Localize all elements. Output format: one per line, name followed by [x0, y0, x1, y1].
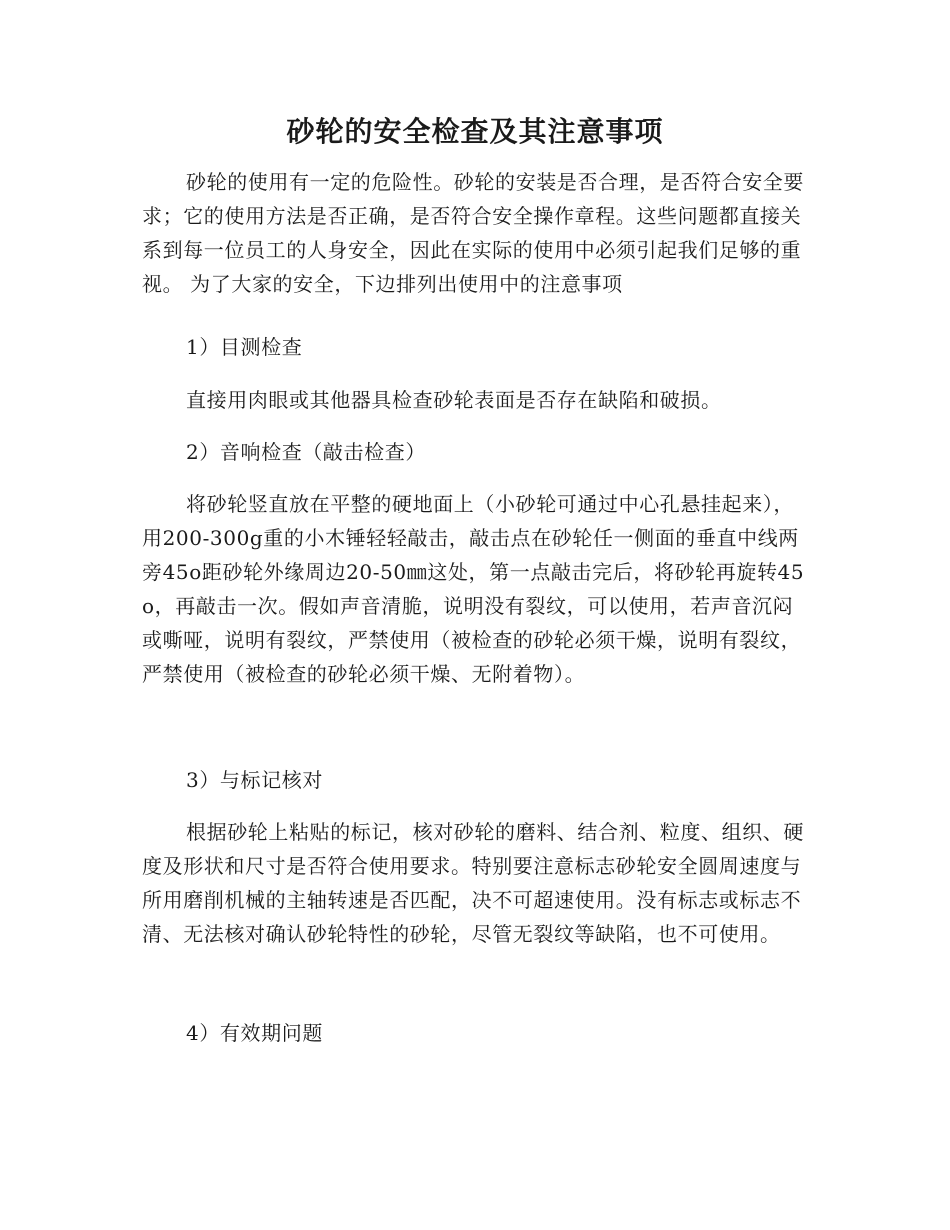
section-body-visual-inspection: 直接用肉眼或其他器具检查砂轮表面是否存在缺陷和破损。 [186, 388, 722, 412]
document-title: 砂轮的安全检查及其注意事项 [286, 115, 664, 148]
intro-paragraph: 砂轮的使用有一定的危险性。砂轮的安装是否合理，是否符合安全要求；它的使用方法是否正确，是否符合安全操作章程。这些问题都直接关系到每一位员工的人身安全，因此在实际的使用中必须引起我们足够的重视。 为了大家的安全，下边排列出使用中的注意事项 [142, 170, 804, 296]
section-body-sound-inspection: 将砂轮竖直放在平整的硬地面上（小砂轮可通过中心孔悬挂起来），用200-300g重的小木锤轻轻敲击，敲击点在砂轮任一侧面的垂直中线两旁45o距砂轮外缘周边20-50㎜这处，第一点敲击完后，将砂轮再旋转45o，再敲击一次。假如声音清脆，说明没有裂纹，可以使用，若声音沉闷或嘶哑，说明有裂纹，严禁使用（被检查的砂轮必须干燥，说明有裂纹，严禁使用（被检查的砂轮必须干燥、无附着物）。 [142, 492, 805, 686]
section-heading-label-check: 3）与标记核对 [186, 768, 323, 792]
section-heading-sound-inspection: 2）音响检查（敲击检查） [186, 440, 426, 464]
section-body-label-check: 根据砂轮上粘贴的标记，核对砂轮的磨料、结合剂、粒度、组织、硬度及形状和尺寸是否符合使用要求。特别要注意标志砂轮安全圆周速度与所用磨削机械的主轴转速是否匹配，决不可超速使用。没有标志或标志不清、无法核对确认砂轮特性的砂轮，尽管无裂纹等缺陷，也不可使用。 [142, 820, 804, 946]
section-heading-visual-inspection: 1）目测检查 [186, 335, 303, 359]
section-heading-validity-period: 4）有效期问题 [186, 1021, 323, 1045]
